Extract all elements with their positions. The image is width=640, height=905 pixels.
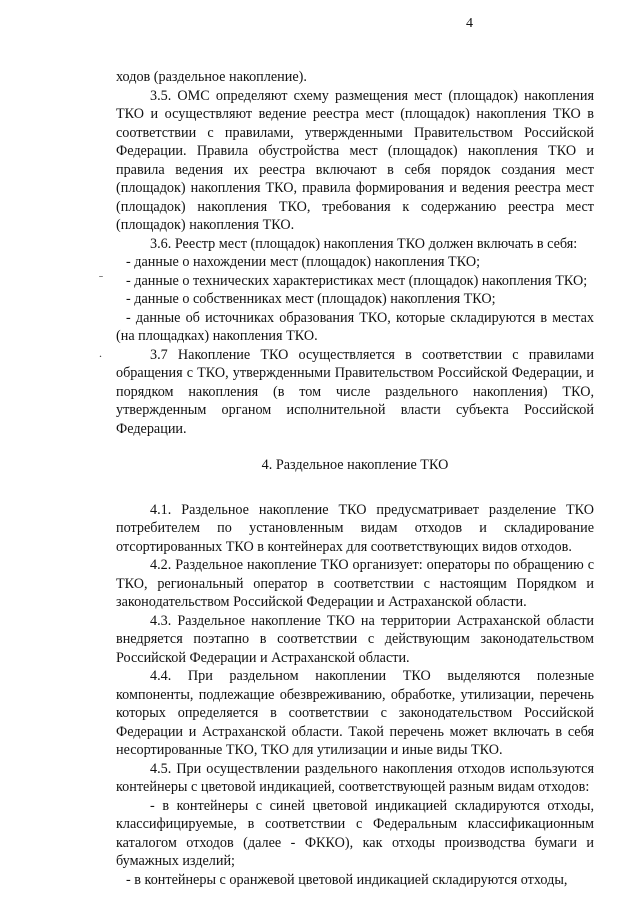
paragraph-p5: - данные о собственниках мест (площадок) накопления ТКО; bbox=[126, 291, 496, 307]
paragraphs-bottom bbox=[116, 501, 594, 890]
paragraph-q3: 4.3. Раздельное накопление ТКО на территории Астраханской области внедряется поэтапно в соответствии с действующим законодательством Российской Федерации и Астраханской области. bbox=[116, 612, 594, 666]
paragraph-q7: - в контейнеры с оранжевой цветовой индикацией складируются отходы, bbox=[126, 871, 568, 888]
paragraph-p1: 3.5. ОМС определяют схему размещения мест (площадок) накопления ТКО и осуществляют ведение реестра мест (площадок) накопления ТКО в соответствии с правилами, утвержденными Правительством Российской Федерации. Правила обустройства мест (площадок) накопления ТКО и правила ведения их реестра включают в себя порядок создания мест (площадок) накопления ТКО, правила формирования и ведения реестра мест (площадок) накопления ТКО, требования к содержанию реестра мест (площадок) накопления ТКО. bbox=[116, 87, 594, 233]
document-body bbox=[116, 68, 594, 889]
paragraph-p0: ходов (раздельное накопление). bbox=[116, 69, 307, 85]
paragraph-p4: - данные о технических характеристиках мест (площадок) накопления ТКО; bbox=[126, 272, 588, 289]
paragraphs-top bbox=[116, 68, 594, 438]
paragraph-q2: 4.2. Раздельное накопление ТКО организует: операторы по обращению с ТКО, региональный оператор в соответствии с настоящим Порядком и законодательством Российской Федерации и Астраханской области. bbox=[116, 557, 594, 610]
paragraph-q5: 4.5. При осуществлении раздельного накопления отходов используются контейнеры с цветовой индикацией, соответствующей разным видам отходов: bbox=[116, 760, 594, 795]
page-number: 4 bbox=[466, 16, 473, 31]
paragraph-q6: - в контейнеры с синей цветовой индикацией складируются отходы, классифицируемые, в соответствии с Федеральным классификационным каталогом отходов (далее - ФККО), как отходы производства бумаги и бумажных изделий; bbox=[116, 797, 594, 869]
paragraph-p7: 3.7 Накопление ТКО осуществляется в соответствии с правилами обращения с ТКО, утвержденными Правительством Российской Федерации, и порядком накопления (в том числе раздельного накопления) ТКО, утвержденным органом исполнительной власти субъекта Российской Федерации. bbox=[116, 346, 594, 437]
paragraph-q1: 4.1. Раздельное накопление ТКО предусматривает разделение ТКО потребителем по установленным видам отходов и складирование отсортированных ТКО в контейнерах для соответствующих видов отходов. bbox=[116, 501, 594, 555]
margin-mark: ˉ bbox=[99, 272, 103, 286]
margin-mark: . bbox=[99, 346, 102, 360]
spacer bbox=[116, 493, 594, 501]
paragraph-p2: 3.6. Реестр мест (площадок) накопления ТКО должен включать в себя: bbox=[150, 235, 578, 252]
section-heading: 4. Раздельное накопление ТКО bbox=[261, 457, 449, 473]
paragraph-p3: - данные о нахождении мест (площадок) накопления ТКО; bbox=[126, 254, 481, 270]
paragraph-q4: 4.4. При раздельном накоплении ТКО выделяются полезные компоненты, подлежащие обезвреживанию, обработке, утилизации, перечень которых определяется в соответствии с законодательством Российской Федерации и Астраханской области. Такой перечень может включать в себя несортированные ТКО, ТКО для утилизации и иные виды ТКО. bbox=[116, 668, 594, 758]
paragraph-p6: - данные об источниках образования ТКО, которые складируются в местах (на площадках) накопления ТКО. bbox=[116, 309, 594, 344]
